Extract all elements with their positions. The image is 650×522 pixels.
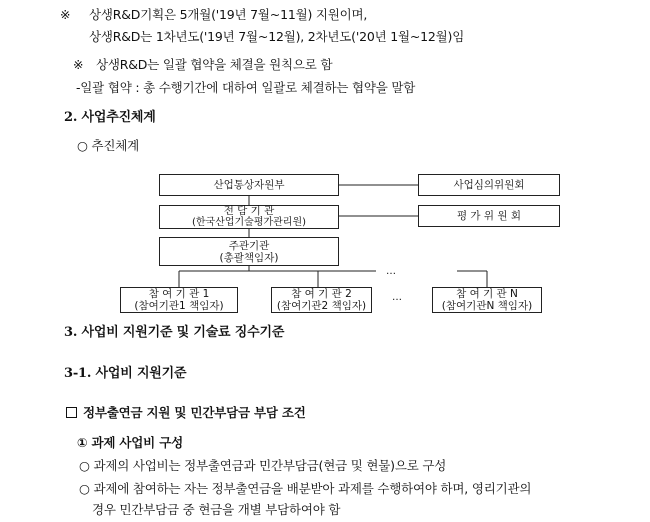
- participant-2-name: 참 여 기 관 2: [291, 288, 352, 300]
- participant-1-name: 참 여 기 관 1: [148, 288, 210, 300]
- participant-2-box: [271, 287, 372, 313]
- participant-n-box: [432, 287, 542, 313]
- bullet-2-continued: 경우 민간부담금 중 현금을 개별 부담하여야 함: [92, 502, 341, 517]
- section2-heading: 2. 사업추진체계: [64, 110, 156, 125]
- review-committee-label: 사업심의위원회: [453, 179, 525, 191]
- dots-middle: …: [392, 292, 402, 303]
- participant-n-name: 참 여 기 관 N: [456, 288, 518, 300]
- note2-line2: -일괄 협약 : 총 수행기간에 대하여 일괄로 체결하는 협약을 말함: [76, 80, 416, 95]
- participant-1-box: [120, 287, 238, 313]
- review-committee-box: [418, 174, 560, 196]
- agency-box: [159, 205, 339, 229]
- eval-committee-box: [418, 205, 560, 227]
- agency-sub: (한국산업기술평가관리원): [191, 217, 307, 228]
- agency-name: 전 담 기 관: [223, 205, 275, 217]
- note1-mark: ※: [60, 7, 71, 22]
- section2-bullet: ○ 추진체계: [77, 138, 139, 153]
- conditions-title: [66, 405, 306, 421]
- ministry-label: 산업통상자원부: [213, 179, 285, 191]
- note1-line2: 상생R&D는 1차년도('19년 7월~12월), 2차년도('20년 1월~12월)임: [89, 29, 465, 44]
- ministry-box: [159, 174, 339, 196]
- participant-2-sub: (참여기관2 책임자): [276, 300, 367, 312]
- section3-1-heading: 3-1. 사업비 지원기준: [64, 366, 187, 381]
- lead-org-sub: (총괄책임자): [219, 251, 279, 264]
- participant-1-sub: (참여기관1 책임자): [134, 300, 224, 312]
- bullet-2: ○ 과제에 참여하는 자는 정부출연금을 배분받아 과제를 수행하여야 하며, 영리기관의: [79, 481, 532, 496]
- conditions-title-text: 정부출연금 지원 및 민간부담금 부담 조건: [83, 405, 306, 420]
- note2-line1: 상생R&D는 일괄 협약을 체결을 원칙으로 함: [96, 57, 333, 72]
- lead-org-box: [159, 237, 339, 266]
- eval-committee-label: 평 가 위 원 회: [456, 210, 522, 222]
- note1-line1: 상생R&D기획은 5개월('19년 7월~11월) 지원이며,: [89, 7, 368, 22]
- checkbox-square-icon: [66, 407, 77, 418]
- participant-n-sub: (참여기관N 책임자): [441, 300, 533, 312]
- bullet-1: ○ 과제의 사업비는 정부출연금과 민간부담금(현금 및 현물)으로 구성: [79, 458, 447, 473]
- note2-mark: ※: [73, 57, 84, 72]
- section3-heading: 3. 사업비 지원기준 및 기술료 징수기준: [64, 325, 285, 340]
- item1-title: ① 과제 사업비 구성: [77, 435, 183, 450]
- dots-top: …: [386, 266, 396, 277]
- lead-org-name: 주관기관: [228, 239, 270, 252]
